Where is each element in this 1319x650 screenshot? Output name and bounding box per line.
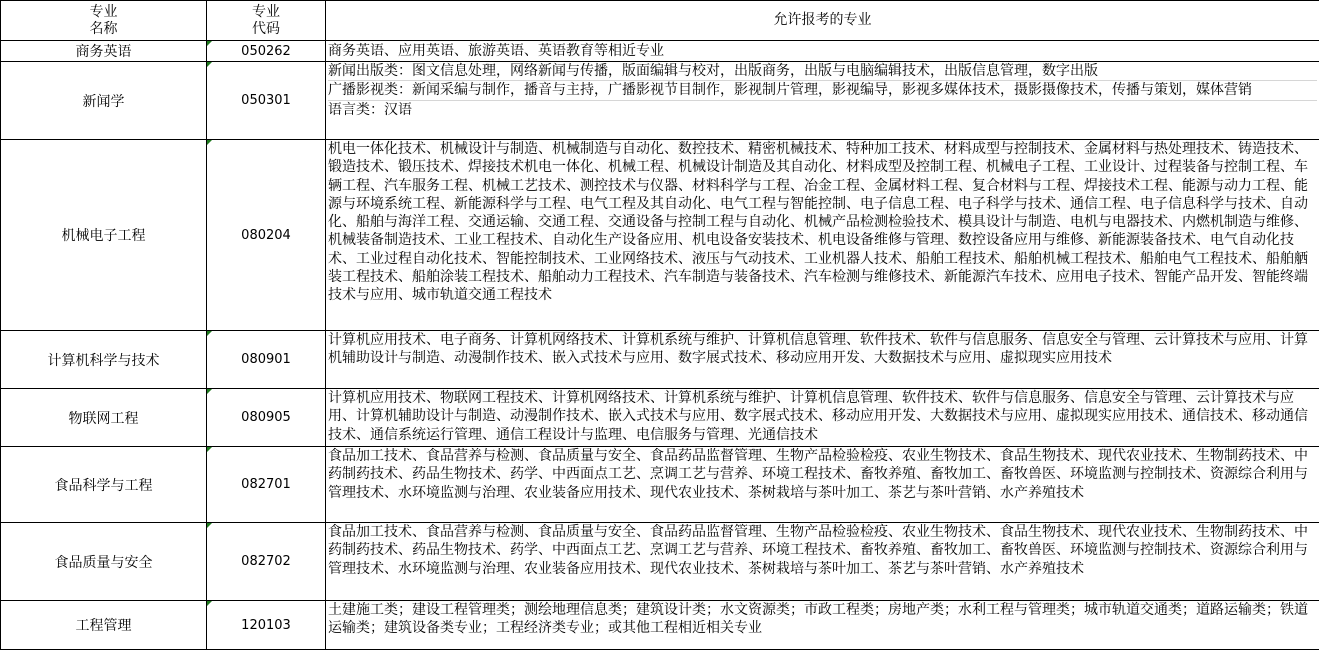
major-code-cell[interactable] <box>207 389 326 447</box>
header-major-code-line1: 专业 <box>252 4 280 21</box>
major-code: 050301 <box>241 93 291 108</box>
major-code-cell[interactable] <box>207 331 326 389</box>
header-major-name-line2: 名称 <box>90 21 118 38</box>
major-code: 080901 <box>241 352 291 367</box>
major-code: 120103 <box>241 618 291 633</box>
table-row <box>1 601 1319 650</box>
major-name: 食品科学与工程 <box>55 478 153 494</box>
allowed-majors-cell[interactable] <box>326 601 1319 650</box>
major-name: 物联网工程 <box>69 411 139 427</box>
major-name: 食品质量与安全 <box>55 555 153 571</box>
major-name-cell[interactable] <box>1 389 207 447</box>
major-name-cell[interactable] <box>1 523 207 601</box>
table-row <box>1 62 1319 140</box>
major-name-cell[interactable] <box>1 41 207 62</box>
cell-marker-icon <box>207 601 212 606</box>
header-major-code-cell[interactable] <box>207 1 326 41</box>
major-code-cell[interactable] <box>207 62 326 140</box>
cell-marker-icon <box>207 41 212 46</box>
major-name-cell[interactable] <box>1 447 207 523</box>
cell-marker-icon <box>207 447 212 452</box>
cell-marker-icon <box>207 389 212 394</box>
allowed-majors-text: 食品加工技术、食品营养与检测、食品质量与安全、食品药品监督管理、生物产品检验检疫、农业生物技术、食品生物技术、现代农业技术、生物制药技术、中药制药技术、药品生物技术、药学、中西面点工艺、烹调工艺与营养、环境工程技术、畜牧养殖、畜牧加工、畜牧兽医、环境监测与控制技术、资源综合利用与管理技术、水环境监测与治理、农业装备应用技术、现代农业技术、茶树栽培与茶叶加工、茶艺与茶叶营销、水产养殖技术 <box>328 447 1317 502</box>
allowed-majors-text: 计算机应用技术、物联网工程技术、计算机网络技术、计算机系统与维护、计算机信息管理、软件技术、软件与信息服务、信息安全与管理、云计算技术与应用、计算机辅助设计与制造、动漫制作技术、嵌入式技术与应用、数字展式技术、移动应用开发、大数据技术与应用、虚拟现实应用技术、通信技术、移动通信技术、通信系统运行管理、通信工程设计与监理、电信服务与管理、光通信技术 <box>328 389 1317 444</box>
major-code: 080204 <box>241 228 291 243</box>
major-code-cell[interactable] <box>207 41 326 62</box>
allowed-majors-cell[interactable] <box>326 447 1319 523</box>
allowed-majors-text: 新闻出版类：图文信息处理，网络新闻与传播，版面编辑与校对，出版商务，出版与电脑编辑技术，出版信息管理，数字出版 <box>328 62 1317 81</box>
major-code: 080905 <box>241 410 291 425</box>
major-name: 商务英语 <box>76 44 132 60</box>
allowed-majors-text: 语言类：汉语 <box>328 101 1317 119</box>
allowed-majors-text: 商务英语、应用英语、旅游英语、英语教育等相近专业 <box>328 42 1317 60</box>
major-name-cell[interactable] <box>1 62 207 140</box>
major-code: 082702 <box>241 554 291 569</box>
major-name: 机械电子工程 <box>62 228 146 244</box>
major-code: 082701 <box>241 477 291 492</box>
major-code-cell[interactable] <box>207 523 326 601</box>
allowed-majors-cell[interactable] <box>326 389 1319 447</box>
allowed-majors-text: 土建施工类；建设工程管理类；测绘地理信息类；建筑设计类；水文资源类；市政工程类；房地产类；水利工程与管理类；城市轨道交通类；道路运输类；铁道运输类；建筑设备类专业；工程经济类专业；或其他工程相近相关专业 <box>328 601 1317 638</box>
allowed-majors-text: 机电一体化技术、机械设计与制造、机械制造与自动化、数控技术、精密机械技术、特种加工技术、材料成型与控制技术、金属材料与热处理技术、铸造技术、锻造技术、锻压技术、焊接技术机电一体化、机械工程、机械设计制造及其自动化、材料成型及控制工程、机械电子工程、工业设计、过程装备与控制工程、车辆工程、汽车服务工程、机械工艺技术、测控技术与仪器、材料科学与工程、冶金工程、金属材料工程、复合材料与工程、焊接技术工程、能源与动力工程、能源与环境系统工程、新能源科学与工程、电气工程及其自动化、电气工程与智能控制、电子信息工程、电子科学与技术、通信工程、电子信息科学与技术、自动化、船舶与海洋工程、交通运输、交通工程、交通设备与控制工程与自动化、机械产品检测检验技术、模具设计与制造、电机与电器技术、内燃机制造与维修、机械装备制造技术、工业工程技术、自动化生产设备应用、机电设备安装技术、机电设备维修与管理、数控设备应用与维修、新能源装备技术、电气自动化技术、工业过程自动化技术、智能控制技术、工业网络技术、液压与气动技术、工业机器人技术、船舶工程技术、船舶机械工程技术、船舶电气工程技术、船舶舾装工程技术、船舶涂装工程技术、船舶动力工程技术、汽车制造与装备技术、汽车检测与维修技术、新能源汽车技术、应用电子技术、智能产品开发、智能终端技术与应用、城市轨道交通工程技术 <box>328 140 1317 305</box>
allowed-majors-cell[interactable] <box>326 140 1319 331</box>
major-name-cell[interactable] <box>1 140 207 331</box>
allowed-majors-cell[interactable] <box>326 62 1319 140</box>
allowed-majors-text: 广播影视类：新闻采编与制作，播音与主持，广播影视节目制作，影视制片管理，影视编导，影视多媒体技术，摄影摄像技术，传播与策划，媒体营销 <box>328 81 1317 100</box>
header-major-name-cell[interactable] <box>1 1 207 41</box>
allowed-majors-text: 计算机应用技术、电子商务、计算机网络技术、计算机系统与维护、计算机信息管理、软件技术、软件与信息服务、信息安全与管理、云计算技术与应用、计算机辅助设计与制造、动漫制作技术、嵌入式技术与应用、数字展式技术、移动应用开发、大数据技术与应用、虚拟现实应用技术 <box>328 331 1317 368</box>
major-name-cell[interactable] <box>1 331 207 389</box>
major-name-cell[interactable] <box>1 601 207 650</box>
table-row <box>1 389 1319 447</box>
allowed-majors-cell[interactable] <box>326 523 1319 601</box>
header-allowed-majors-cell[interactable] <box>326 1 1319 41</box>
table-row <box>1 140 1319 331</box>
major-code-cell[interactable] <box>207 447 326 523</box>
header-major-code-line2: 代码 <box>252 21 280 38</box>
cell-marker-icon <box>207 331 212 336</box>
major-name: 新闻学 <box>83 94 125 110</box>
header-major-name-line1: 专业 <box>90 4 118 21</box>
allowed-majors-cell[interactable] <box>326 331 1319 389</box>
major-code-cell[interactable] <box>207 601 326 650</box>
cell-marker-icon <box>207 62 212 67</box>
allowed-majors-cell[interactable] <box>326 41 1319 62</box>
header-row <box>1 1 1319 41</box>
cell-marker-icon <box>207 523 212 528</box>
major-code: 050262 <box>241 44 291 59</box>
cell-marker-icon <box>207 140 212 145</box>
major-code-cell[interactable] <box>207 140 326 331</box>
allowed-majors-text: 食品加工技术、食品营养与检测、食品质量与安全、食品药品监督管理、生物产品检验检疫、农业生物技术、食品生物技术、现代农业技术、生物制药技术、中药制药技术、药品生物技术、药学、中西面点工艺、烹调工艺与营养、环境工程技术、畜牧养殖、畜牧加工、畜牧兽医、环境监测与控制技术、资源综合利用与管理技术、水环境监测与治理、农业装备应用技术、现代农业技术、茶树栽培与茶叶加工、茶艺与茶叶营销、水产养殖技术 <box>328 523 1317 578</box>
header-allowed-majors: 允许报考的专业 <box>774 12 872 28</box>
major-name: 计算机科学与技术 <box>48 353 160 369</box>
table-row <box>1 447 1319 523</box>
major-name: 工程管理 <box>76 618 132 634</box>
table-row <box>1 331 1319 389</box>
table-row <box>1 41 1319 62</box>
table-row <box>1 523 1319 601</box>
